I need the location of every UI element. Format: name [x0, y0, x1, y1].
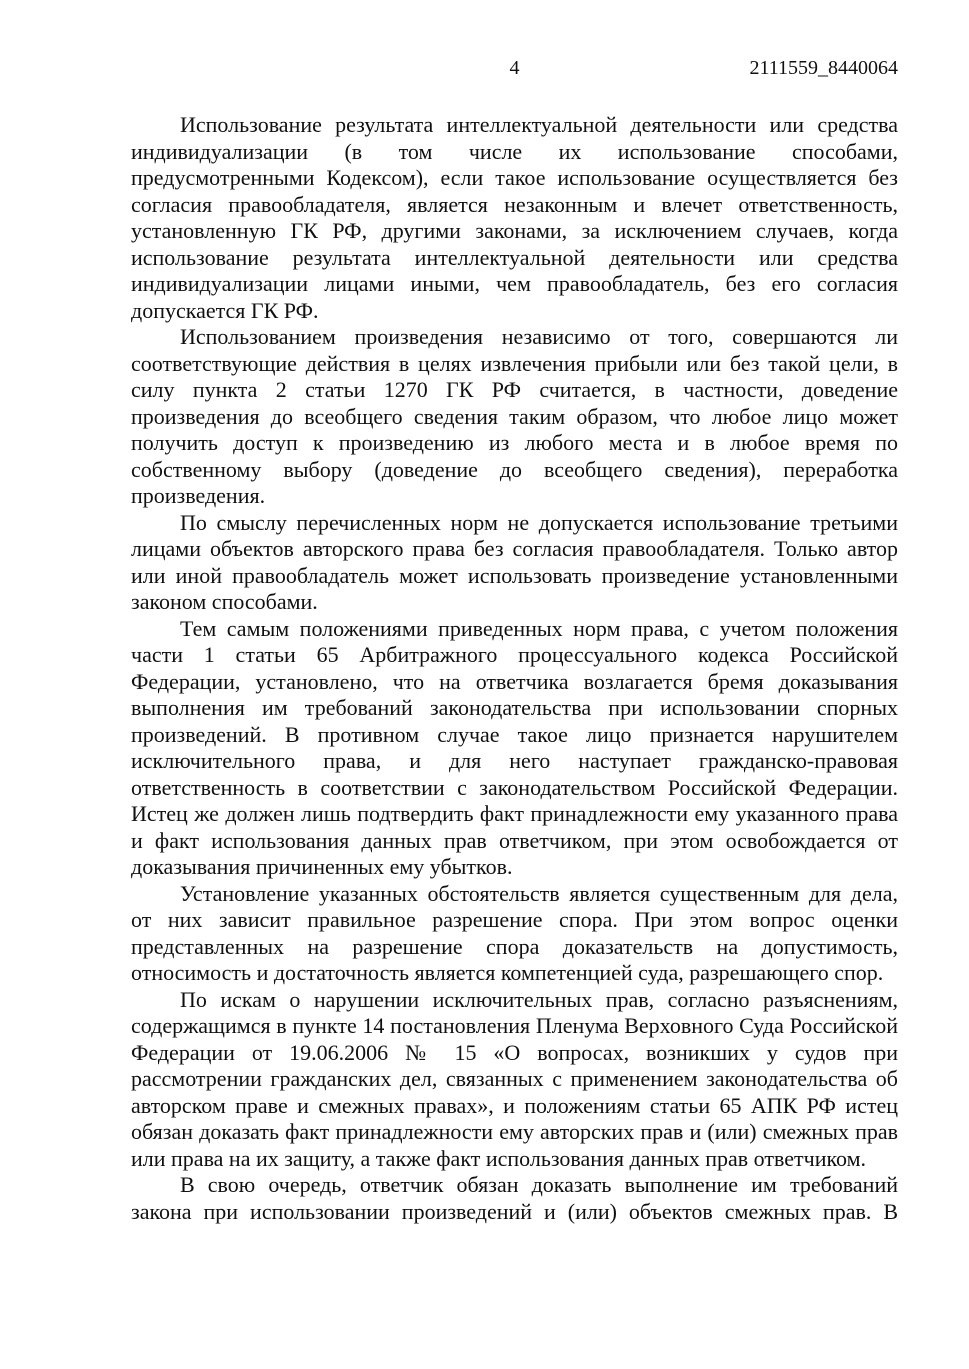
paragraph: По смыслу перечисленных норм не допускается использование третьими лицами объектов авторского права без согласия правообладателя. Только автор или иной правообладатель может использовать произведение установленными законом способами.: [131, 509, 898, 614]
document-id: 2111559_8440064: [749, 57, 898, 79]
paragraph: Установление указанных обстоятельств является существенным для дела, от них зависит правильное разрешение спора. При этом вопрос оценки представленных на разрешение спора доказательств на допустимость, относимость и достаточность является компетенцией суда, разрешающего спор.: [131, 880, 898, 985]
page-number: 4: [509, 57, 520, 79]
paragraph: Использованием произведения независимо от того, совершаются ли соответствующие действия в целях извлечения прибыли или без такой цели, в силу пункта 2 статьи 1270 ГК РФ считается, в частности, доведение произведения до всеобщего сведения таким образом, что любое лицо может получить доступ к произведению из любого места и в любое время по собственному выбору (доведение до всеобщего сведения), переработка произведения.: [131, 324, 898, 508]
page-header: [131, 55, 898, 81]
paragraph: Использование результата интеллектуальной деятельности или средства индивидуализации (в том числе их использование способами, предусмотренными Кодексом), если такое использование осуществляется без согласия правообладателя, является незаконным и влечет ответственность, установленную ГК РФ, другими законами, за исключением случаев, когда использование результата интеллектуальной деятельности или средства индивидуализации лицами иными, чем правообладатель, без его согласия допускается ГК РФ.: [131, 112, 898, 323]
paragraph: Тем самым положениями приведенных норм права, с учетом положения части 1 статьи 65 Арбитражного процессуального кодекса Российской Федерации, установлено, что на ответчика возлагается бремя доказывания выполнения им требований законодательства при использовании спорных произведений. В противном случае такое лицо признается нарушителем исключительного права, и для него наступает гражданско-правовая ответственность в соответствии с законодательством Российской Федерации. Истец же должен лишь подтвердить факт принадлежности ему указанного права и факт использования данных прав ответчиком, при этом освобождается от доказывания причиненных ему убытков.: [131, 615, 898, 879]
document-body: [131, 112, 898, 1225]
paragraph: По искам о нарушении исключительных прав, согласно разъяснениям, содержащимся в пункте 14 постановления Пленума Верховного Суда Российской Федерации от 19.06.2006 № 15 «О вопросах, возникших у судов при рассмотрении гражданских дел, связанных с применением законодательства об авторском праве и смежных правах», и положениям статьи 65 АПК РФ истец обязан доказать факт принадлежности ему авторских прав и (или) смежных прав или права на их защиту, а также факт использования данных прав ответчиком.: [131, 986, 898, 1171]
paragraph: В свою очередь, ответчик обязан доказать выполнение им требований закона при использовании произведений и (или) объектов смежных прав. В: [131, 1172, 898, 1224]
